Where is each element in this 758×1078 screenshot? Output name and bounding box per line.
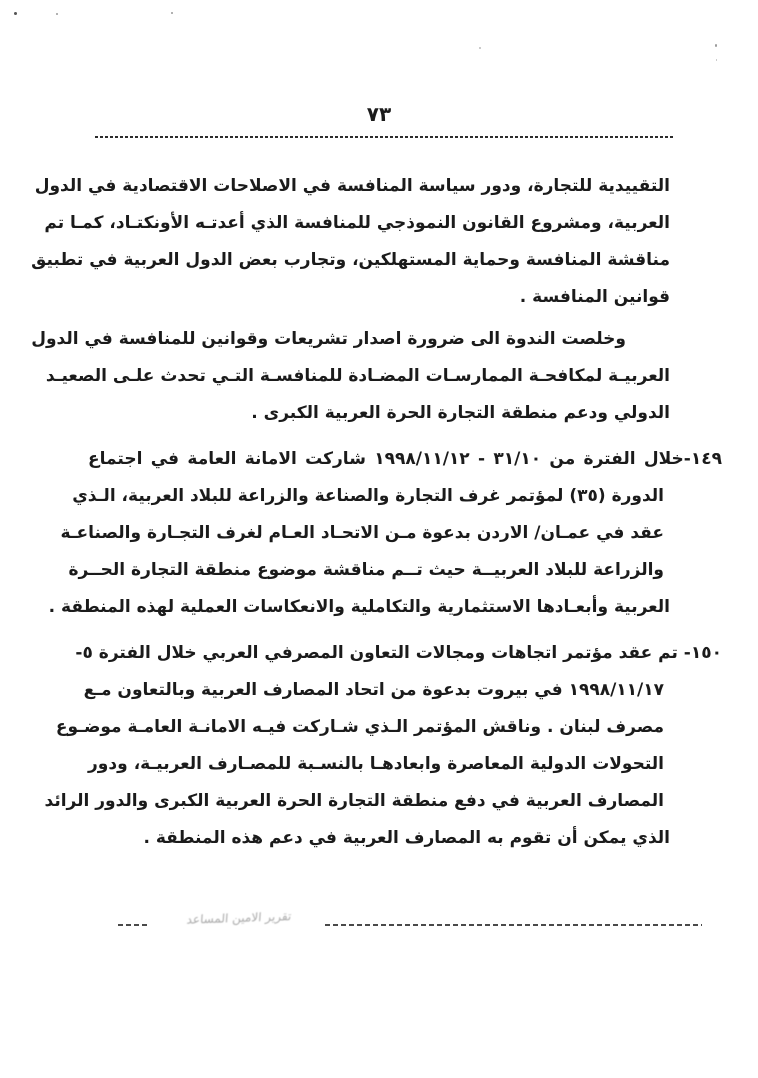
text-line: ١٩٩٨/١١/١٧ في بيروت بدعوة من اتحاد المصارف العربية وبالتعاون مـع [83,680,664,700]
text-line: التحولات الدولية المعاصرة وابعادهـا بالنسـبة للمصـارف العربيـة، ودور [88,754,664,774]
header-rule [95,136,673,138]
text-line: ١٤٩-خلال الفترة من ٣١/١٠ - ١٩٩٨/١١/١٢ شاركت الامانة العامة في اجتماع [88,449,722,469]
scan-speck [171,12,173,14]
text-line: وخلصت الندوة الى ضرورة اصدار تشريعات وقوانين للمنافسة في الدول [31,329,626,349]
footer-rule-left [118,924,150,926]
scan-speck [14,12,17,15]
paragraph-seminar-conclusion [31,321,670,432]
text-line: مناقشة المنافسة وحماية المستهلكين، وتجارب بعض الدول العربية في تطبيق [31,250,670,270]
scan-speck [716,59,717,61]
text-block [31,168,722,866]
page-number: ٧٣ [366,102,392,126]
text-line: مصرف لبنان . وناقش المؤتمر الـذي شـاركت فيـه الامانـة العامـة موضـوع [55,717,664,737]
text-line: الذي يمكن أن تقوم به المصارف العربية في دعم هذه المنطقة . [143,828,670,848]
text-line: العربية، ومشروع القانون النموذجي للمنافسة الذي أعدتـه الأونكتـاد، كمـا تم [44,213,670,233]
text-line: عقد في عمـان/ الاردن بدعوة مـن الاتحـاد العـام لغرف التجـارة والصناعـة [60,523,664,543]
page-footer [115,905,707,945]
text-line: والزراعة للبلاد العربيــة حيث تــم مناقشة موضوع منطقة التجارة الحــرة [68,560,664,580]
list-item-149 [48,441,722,626]
text-line: الدورة (٣٥) لمؤتمر غرف التجارة والصناعة والزراعة للبلاد العربية، الـذي [72,486,664,506]
scan-speck [56,13,58,15]
handwritten-annotation: تقرير الامين المساعد [186,909,292,927]
text-line: ١٥٠- تم عقد مؤتمر اتجاهات ومجالات التعاون المصرفي العربي خلال الفترة ٥- [75,643,722,663]
scan-speck [715,44,717,47]
scan-speck [479,47,481,49]
text-line: العربية وأبعـادها الاستثمارية والتكاملية والانعكاسات العملية لهذه المنطقة . [48,597,670,617]
paragraph-competition-seminar [31,168,670,316]
text-line: الدولي ودعم منطقة التجارة الحرة العربية الكبرى . [251,403,670,423]
text-line: قوانين المنافسة . [519,287,670,307]
footer-rule-right [325,924,702,926]
text-line: العربيـة لمكافحـة الممارسـات المضـادة للمنافسـة التـي تحدث علـى الصعيـد [45,366,670,386]
list-item-150 [44,635,722,857]
text-line: المصارف العربية في دفع منطقة التجارة الحرة العربية الكبرى والدور الرائد [44,791,664,811]
text-line: التقييدية للتجارة، ودور سياسة المنافسة في الاصلاحات الاقتصادية في الدول [34,176,670,196]
